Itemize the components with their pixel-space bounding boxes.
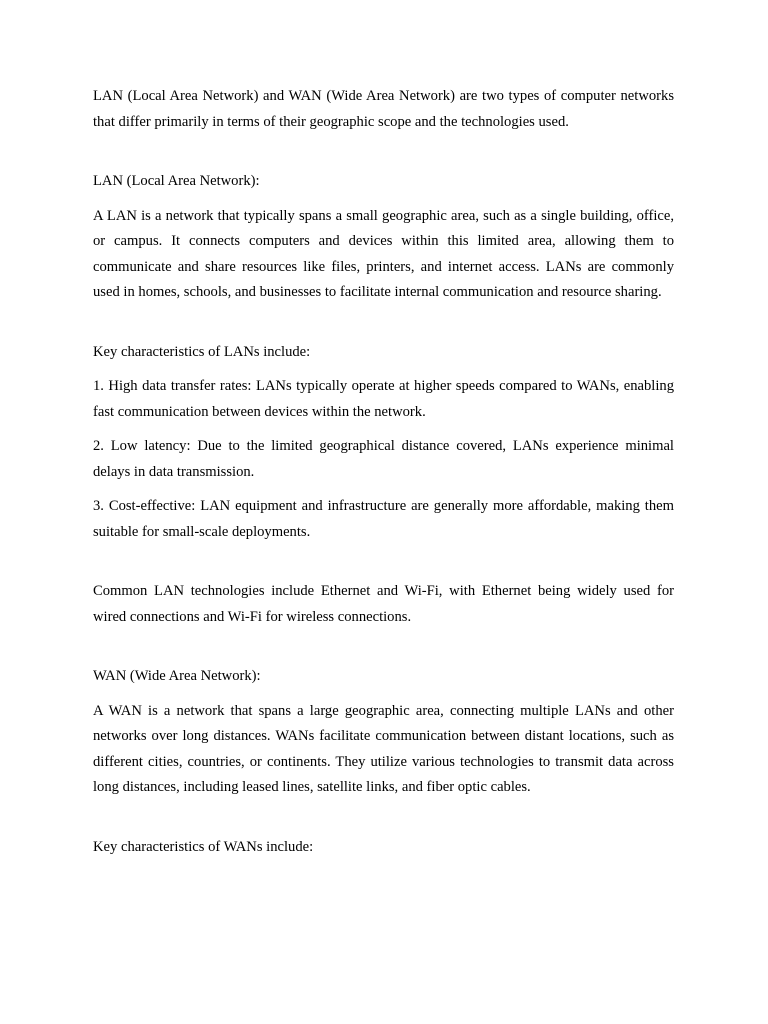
intro-paragraph: LAN (Local Area Network) and WAN (Wide Area Network) are two types of computer networks that differ primarily in terms of their geographic scope and the technologies used. <box>93 88 674 130</box>
lan-key-item-1: 1. High data transfer rates: LANs typically operate at higher speeds compared to WANs, enabling fast communication between devices within the network. <box>93 378 674 420</box>
document-page <box>93 84 674 860</box>
lan-heading: LAN (Local Area Network): <box>93 173 260 189</box>
lan-key-heading: Key characteristics of LANs include: <box>93 343 311 360</box>
wan-heading: WAN (Wide Area Network): <box>93 668 261 684</box>
lan-body-paragraph: A LAN is a network that typically spans a small geographic area, such as a single building, office, or campus. It connects computers and devices within this limited area, allowing them to communicate and share resources like files, printers, and internet access. LANs are commonly used in homes, schools, and businesses to facilitate internal communication and resource sharing. <box>93 207 674 300</box>
wan-body-paragraph: A WAN is a network that spans a large geographic area, connecting multiple LANs and other networks over long distances. WANs facilitate communication between distant locations, such as different cities, countries, or continents. They utilize various technologies to transmit data across long distances, including leased lines, satellite links, and fiber optic cables. <box>93 702 674 795</box>
lan-key-item-2: 2. Low latency: Due to the limited geographical distance covered, LANs experience minimal delays in data transmission. <box>93 438 674 480</box>
wan-key-heading: Key characteristics of WANs include: <box>93 838 314 855</box>
lan-key-item-3: 3. Cost-effective: LAN equipment and infrastructure are generally more affordable, making them suitable for small-scale deployments. <box>93 498 674 540</box>
lan-technologies-paragraph: Common LAN technologies include Ethernet and Wi-Fi, with Ethernet being widely used for wired connections and Wi-Fi for wireless connections. <box>93 583 674 625</box>
